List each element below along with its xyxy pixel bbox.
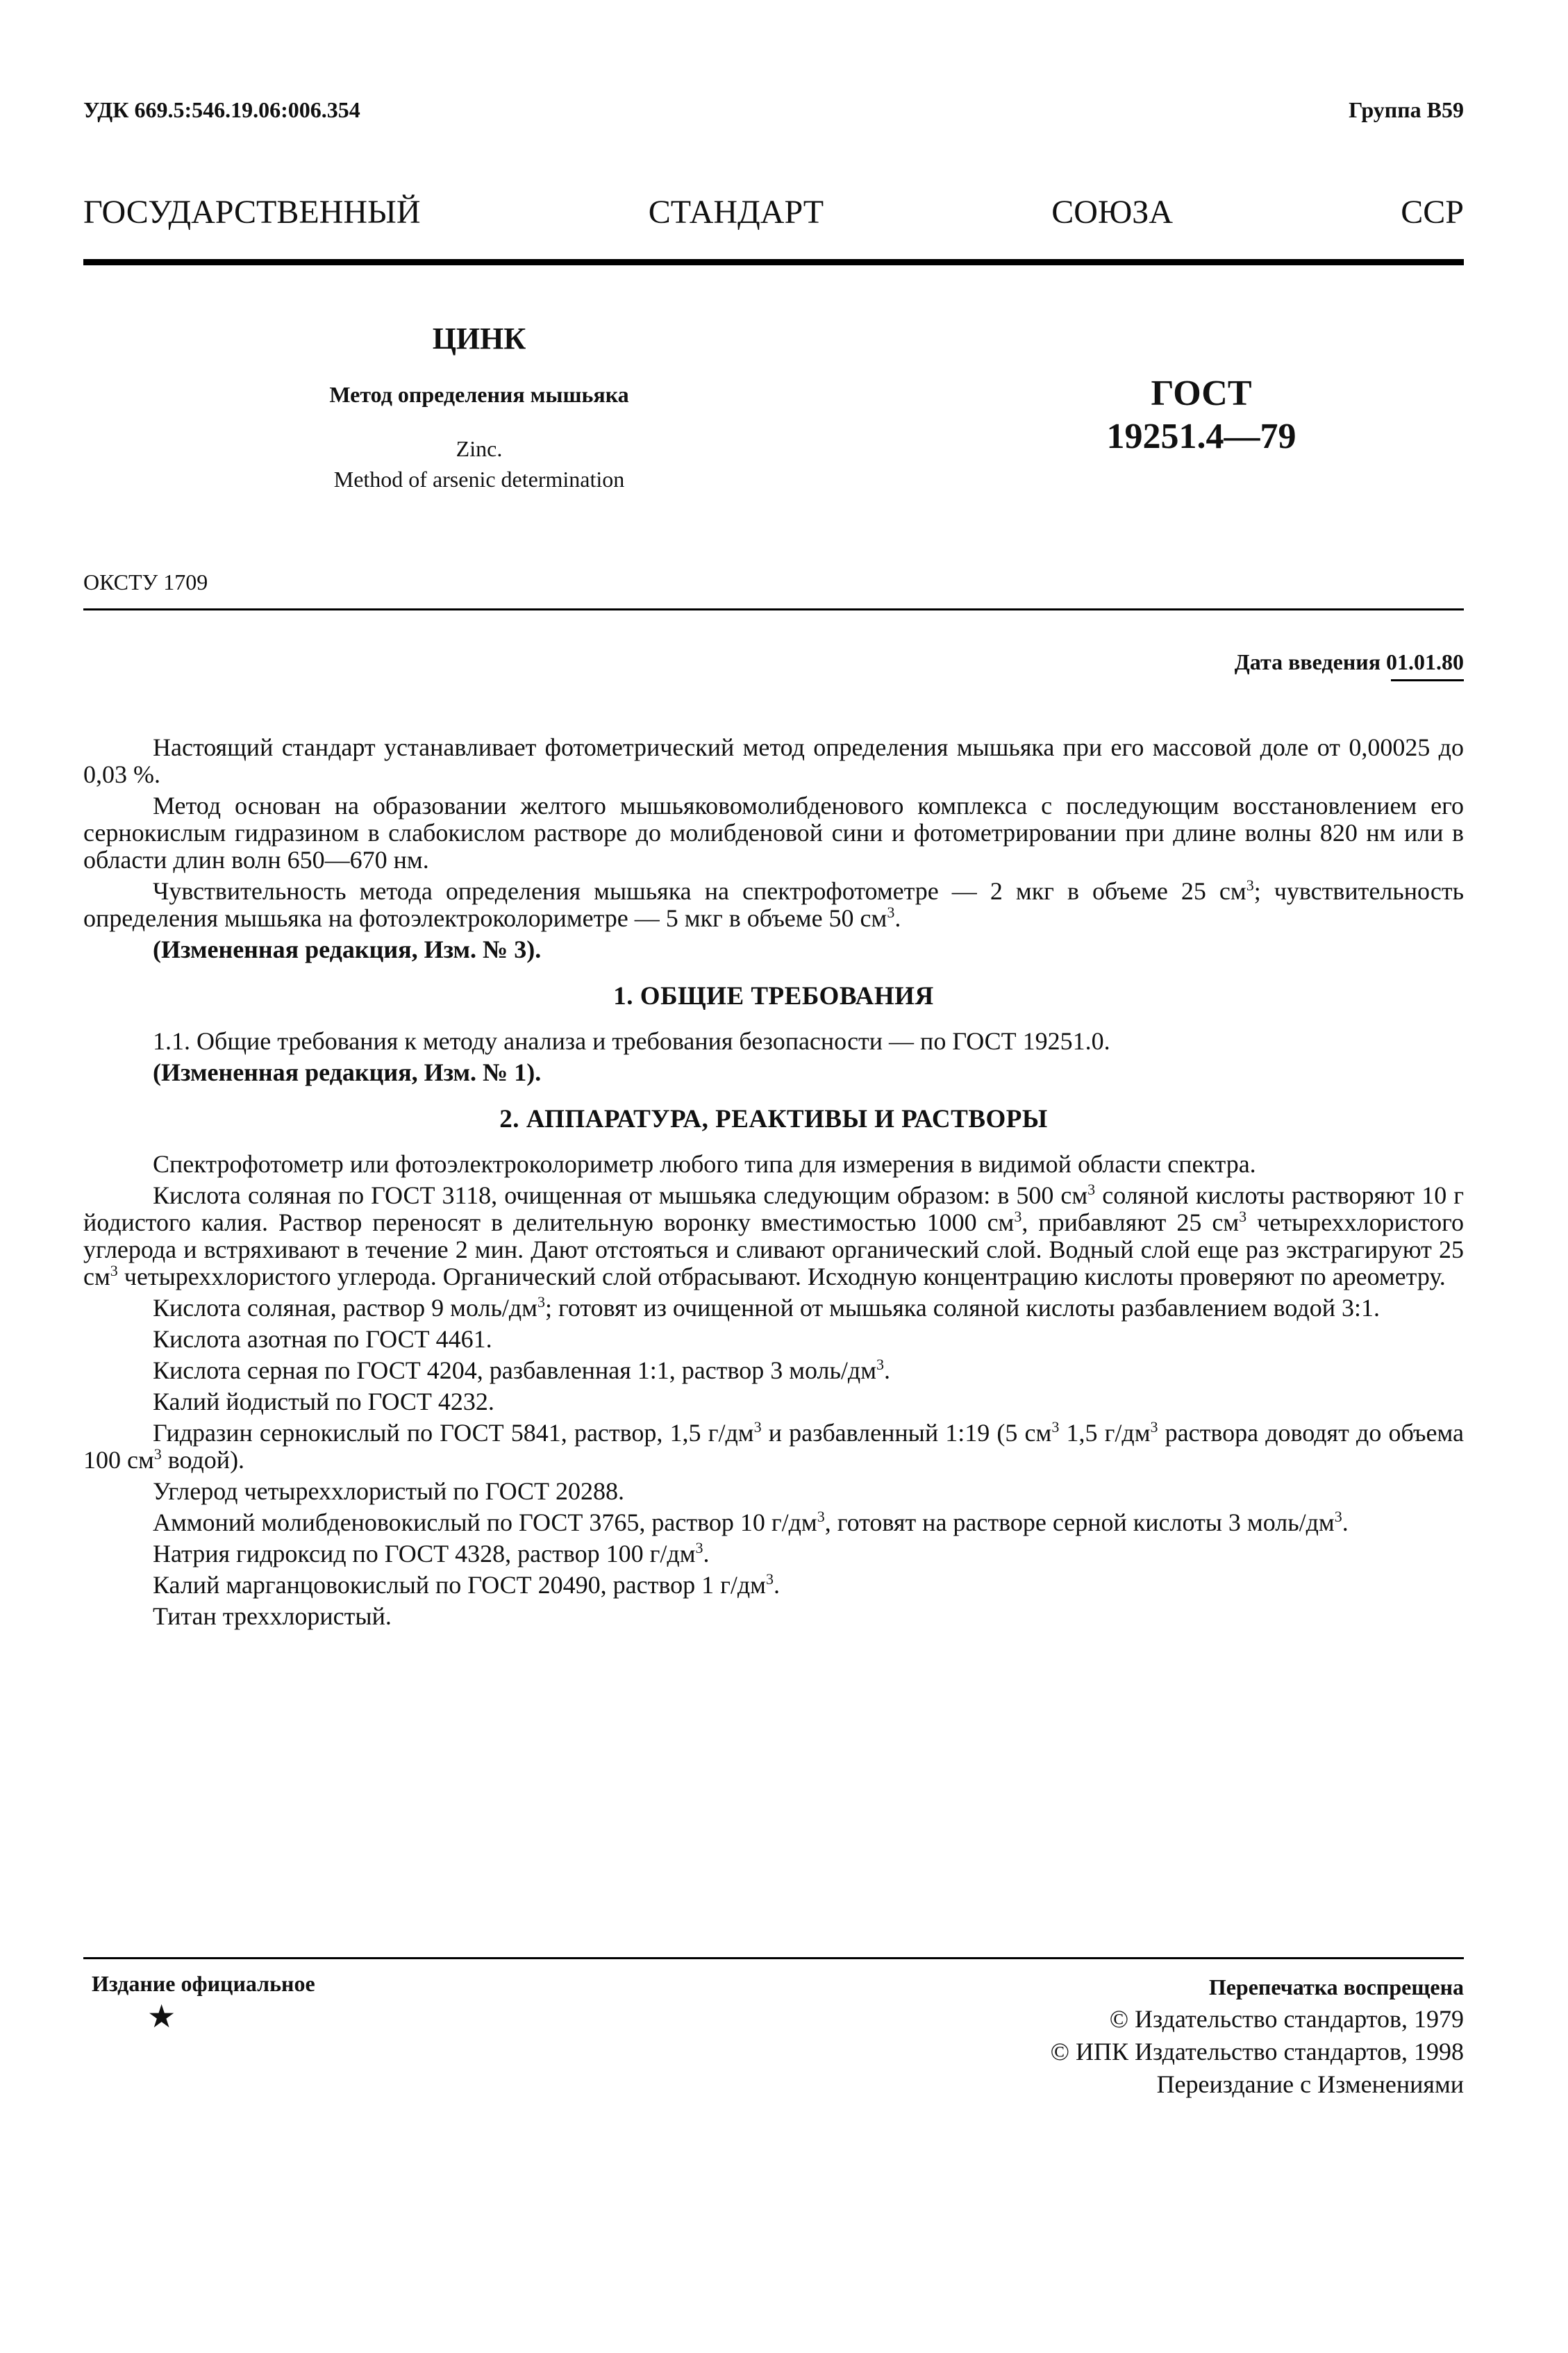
udk-code: УДК 669.5:546.19.06:006.354 bbox=[83, 97, 360, 122]
group-code: Группа В59 bbox=[1349, 97, 1464, 122]
official-edition-label: Издание официальное bbox=[92, 1971, 315, 1996]
header-divider bbox=[83, 259, 1464, 265]
sensitivity-paragraph: Чувствительность метода определения мышьяка на спектрофотометре — 2 мкг в объеме 25 $см^3$; чувствительность определения мышьяка на фотоэлектроколориметре — 5 мкг в объеме 50 $см^3$. bbox=[83, 876, 1464, 932]
section-heading: 1. ОБЩИЕ ТРЕБОВАНИЯ bbox=[613, 982, 934, 1011]
reagent-item: Титан треххлористый. bbox=[153, 1602, 392, 1630]
document-body bbox=[83, 734, 1464, 1634]
reagent-item: Кислота соляная по ГОСТ 3118, очищенная от мышьяка следующим образом: в 500 $см^3$ соляной кислоты растворяют 10 г йодистого калия. Раствор переносят в делительную воронку вместимостью 1000 $см^3$, прибавляют 25 $см^3$ четыреххлористого углерода и встряхивают в течение 2 мин. Дают отстояться и сливают органический слой. Водный слой еще раз экстрагируют 25 $см^3$ четыреххлористого углерода. Органический слой отбрасывают. Исходную концентрацию кислоты проверяют по ареометру. bbox=[83, 1181, 1465, 1290]
date-label: Дата введения bbox=[1234, 649, 1381, 674]
copyright-block bbox=[1051, 1971, 1464, 2101]
standard-name-block bbox=[236, 318, 722, 494]
reissue-note: Переиздание с Изменениями bbox=[1156, 2070, 1464, 2098]
clause-1-1: 1.1. Общие требования к методу анализа и требования безопасности — по ГОСТ 19251.0. bbox=[153, 1027, 1110, 1055]
standard-title: ЦИНК bbox=[432, 322, 526, 356]
state-title-word: ССР bbox=[1401, 194, 1464, 231]
reagent-item: Кислота соляная, раствор 9 моль/$дм^3$; готовят из очищенной от мышьяка соляной кислоты разбавлением водой 3:1. bbox=[153, 1293, 1380, 1322]
gost-number-block bbox=[1083, 372, 1319, 458]
state-standard-title bbox=[83, 193, 1464, 235]
star-icon: ★ bbox=[147, 1999, 176, 2034]
reagent-item: Углерод четыреххлористый по ГОСТ 20288. bbox=[153, 1477, 625, 1505]
intro-paragraph: Метод основан на образовании желтого мышьяковомолибденового комплекса с последующим восстановлением его сернокислым гидразином в слабокислом растворе до молибденовой сини и фотометрировании при длине волны 820 нм или в области длин волн 650—670 нм. bbox=[83, 792, 1464, 874]
reagent-item: Кислота азотная по ГОСТ 4461. bbox=[153, 1325, 492, 1353]
reagent-item: Калий марганцовокислый по ГОСТ 20490, раствор 1 $г/дм^3$. bbox=[153, 1570, 780, 1599]
copyright-line: © Издательство стандартов, 1979 bbox=[1109, 2005, 1464, 2033]
state-title-word: СОЮЗА bbox=[1051, 194, 1174, 231]
date-underline bbox=[1391, 679, 1464, 681]
reagent-item: Калий йодистый по ГОСТ 4232. bbox=[153, 1388, 494, 1415]
state-title-word: СТАНДАРТ bbox=[648, 194, 824, 231]
okstu-code: ОКСТУ 1709 bbox=[83, 569, 208, 595]
gost-number: 19251.4—79 bbox=[1106, 417, 1296, 456]
reprint-notice: Перепечатка воспрещена bbox=[1208, 1974, 1464, 1999]
footer-divider bbox=[83, 1957, 1464, 1959]
reagent-item: Гидразин сернокислый по ГОСТ 5841, раствор, 1,5 $г/дм^3$ и разбавленный 1:19 (5 $см^3$ 1,5 $г/дм^3$ раствора доводят до объема 100 $см^3$ водой). bbox=[83, 1418, 1464, 1474]
date-value: 01.01.80 bbox=[1386, 649, 1464, 674]
reagent-item: Спектрофотометр или фотоэлектроколориметр любого типа для измерения в видимой области спектра. bbox=[153, 1150, 1256, 1178]
copyright-line: © ИПК Издательство стандартов, 1998 bbox=[1050, 2038, 1464, 2065]
state-title-word: ГОСУДАРСТВЕННЫЙ bbox=[83, 194, 421, 231]
edition-note: (Измененная редакция, Изм. № 1). bbox=[153, 1058, 542, 1086]
reagent-item: Аммоний молибденовокислый по ГОСТ 3765, раствор 10 $г/дм^3$, готовят на растворе серной кислоты 3 моль/$дм^3$. bbox=[153, 1508, 1349, 1536]
gost-label: ГОСТ bbox=[1151, 374, 1252, 413]
reagent-item: Кислота серная по ГОСТ 4204, разбавленная 1:1, раствор 3 моль/$дм^3$. bbox=[153, 1356, 890, 1384]
reagent-item: Натрия гидроксид по ГОСТ 4328, раствор 100 $г/дм^3$. bbox=[153, 1539, 710, 1568]
standard-subtitle: Метод определения мышьяка bbox=[329, 382, 629, 407]
english-title-line2: Method of arsenic determination bbox=[333, 467, 625, 492]
introduction-date bbox=[1235, 649, 1464, 675]
okstu-divider bbox=[83, 608, 1464, 610]
edition-note: (Измененная редакция, Изм. № 3). bbox=[153, 936, 542, 963]
intro-paragraph: Настоящий стандарт устанавливает фотометрический метод определения мышьяка при его массовой доле от 0,00025 до 0,03 %. bbox=[83, 733, 1464, 788]
english-title-line1: Zinc. bbox=[456, 436, 503, 461]
section-heading: 2. АППАРАТУРА, РЕАКТИВЫ И РАСТВОРЫ bbox=[499, 1105, 1048, 1133]
